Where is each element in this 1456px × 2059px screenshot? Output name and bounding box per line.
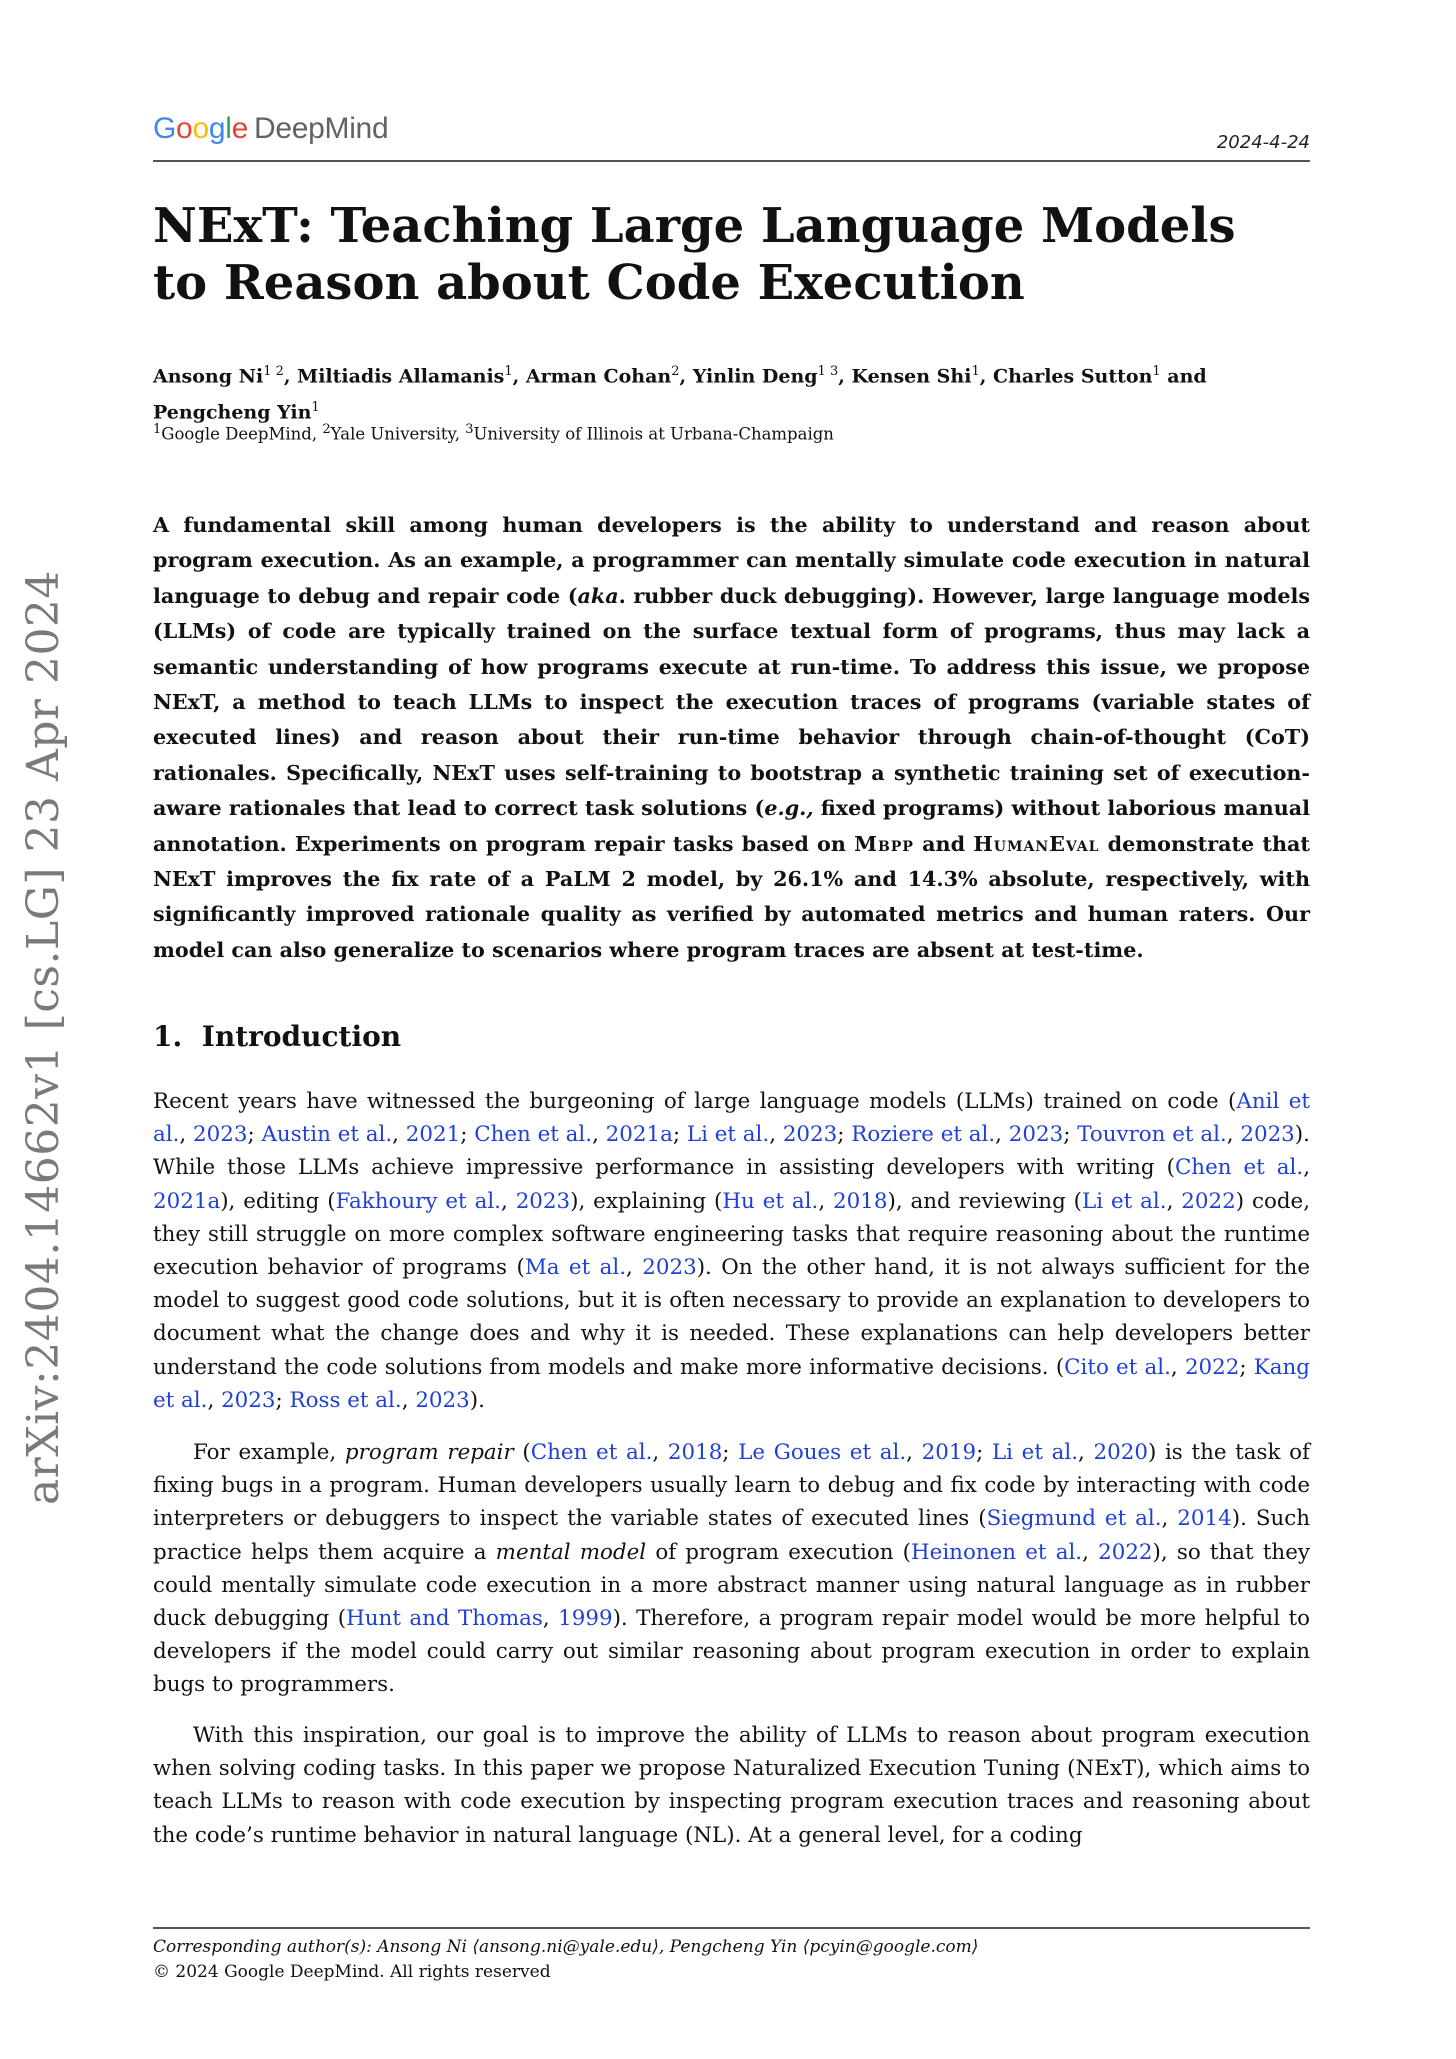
logo-deepmind: DeepMind xyxy=(253,112,389,145)
affiliation-name: University of Illinois at Urbana-Champaign xyxy=(473,424,834,444)
affiliation-marker: 3 xyxy=(465,422,474,437)
body-text: , xyxy=(1166,1188,1182,1214)
body-text: , xyxy=(769,1122,783,1148)
body-text: Recent years have witnessed the burgeoning of large language models (LLMs) trained on code ( xyxy=(153,1089,1237,1114)
logo-letter: o xyxy=(176,112,193,145)
body-text: ). Therefore, a program repair model would be more helpful to developers if the model could carry out similar reasoning about program execution in order to explain bugs to programmers. xyxy=(153,1606,1311,1698)
body-text: of program execution ( xyxy=(646,1539,912,1565)
body-text: , xyxy=(1078,1440,1094,1465)
body-text: ; xyxy=(722,1440,739,1465)
body-text: ; xyxy=(837,1122,852,1148)
body-text: ). On the other hand, it is not always sufficient for the model to suggest good code solutions, but it is often necessary to provide an explanation to developers to document what the change does and why it is needed. These explanations can help developers better understand the code solutions from models and make more informative decisions. ( xyxy=(153,1255,1310,1380)
citation-link[interactable]: Ross et al. xyxy=(289,1387,402,1413)
body-text: ). Such practice helps them acquire a xyxy=(153,1506,1311,1565)
author-name: Pengcheng Yin xyxy=(153,401,312,424)
author-name: Kensen Shi xyxy=(851,365,972,388)
logo-letter: e xyxy=(231,112,248,145)
citation-link[interactable]: Li et al. xyxy=(686,1122,770,1148)
citation-link[interactable]: 2023 xyxy=(782,1122,838,1148)
citation-link[interactable]: Anil et al. xyxy=(153,1089,1310,1148)
body-text: , xyxy=(1303,1155,1310,1181)
author-name: Charles Sutton xyxy=(992,365,1153,388)
citation-link[interactable]: 2022 xyxy=(1098,1539,1153,1565)
citation-link[interactable]: 2023 xyxy=(193,1122,248,1148)
emphasis-text: mental model xyxy=(495,1539,647,1565)
abstract-text: . rubber duck debugging). However, large language models (LLMs) of code are typically trained on the surface textual form of programs, thus may lack a semantic understanding of how programs execute at run-time. To address this issue, we propose NExT, a method to teach LLMs to inspect the execution traces of programs (variable states of executed lines) and reason about their run-time behavior through chain-of-thought (CoT) rationales. Specifically, NExT uses self-training to bootstrap a synthetic training set of execution-aware rationales that lead to correct task solutions ( xyxy=(153,583,1310,821)
author-list: Ansong $Ni^{1 2}$, Miltiadis Allamanis$^1$, Arman Cohan$^2$, Yinlin Deng$^{1 3}$, Kensen Shi$^1$, Charles Sutton$^1$ and Pengcheng Yin$^1$ xyxy=(153,364,1207,424)
dataset-name: HumanEval xyxy=(973,831,1100,856)
section-heading xyxy=(153,1020,401,1053)
citation-link[interactable]: Chen et al. xyxy=(474,1122,593,1148)
author-affiliation-marker: 1 xyxy=(971,364,980,379)
citation-link[interactable]: 1999 xyxy=(558,1606,613,1632)
body-text: , xyxy=(542,1606,559,1632)
citation-link[interactable]: 2023 xyxy=(221,1387,276,1413)
body-text: ), editing ( xyxy=(220,1188,336,1214)
author-affiliation-marker: 1 xyxy=(1152,364,1161,379)
body-text: ; xyxy=(1239,1354,1254,1380)
body-text: ; xyxy=(275,1387,290,1413)
citation-link[interactable]: 2021a xyxy=(605,1122,673,1148)
citation-link[interactable]: 2018 xyxy=(667,1440,723,1465)
paragraph xyxy=(153,1436,1310,1702)
body-text: ; xyxy=(672,1122,687,1148)
citation-link[interactable]: Heinonen et al. xyxy=(911,1539,1083,1565)
body-text: ). While those LLMs achieve impressive performance in assisting developers with writing ( xyxy=(153,1122,1310,1181)
author-affiliation-marker: 2 xyxy=(671,364,680,379)
body-text: , xyxy=(401,1387,416,1413)
citation-link[interactable]: Roziere et al. xyxy=(851,1122,996,1148)
body-text: , xyxy=(1161,1506,1178,1532)
publication-date: 2024-4-24 xyxy=(1216,132,1310,153)
body-text: For example, xyxy=(193,1440,345,1465)
affiliation-marker: 2 xyxy=(322,422,331,437)
citation-link[interactable]: Austin et al. xyxy=(261,1122,393,1148)
arxiv-identifier: arXiv:2404.14662v1 [cs.LG] 23 Apr 2024 xyxy=(18,570,69,1505)
body-text: , xyxy=(179,1122,194,1148)
citation-link[interactable]: 2023 xyxy=(415,1387,470,1413)
section-number: 1. xyxy=(153,1020,183,1053)
logo-letter: G xyxy=(153,112,177,145)
citation-link[interactable]: Chen et al. xyxy=(1174,1155,1304,1181)
author-affiliation-marker: 1 3 xyxy=(817,364,839,379)
author-affiliation-marker: 1 xyxy=(504,364,513,379)
body-text: , xyxy=(995,1122,1009,1148)
citation-link[interactable]: 2021a xyxy=(153,1188,221,1214)
body-text: , xyxy=(906,1440,922,1465)
citation-link[interactable]: Li et al. xyxy=(1082,1188,1167,1214)
author-name: Arman Cohan xyxy=(525,365,672,388)
citation-link[interactable]: Fakhoury et al. xyxy=(335,1188,501,1214)
citation-link[interactable]: Touvron et al. xyxy=(1077,1122,1227,1148)
citation-link[interactable]: 2023 xyxy=(515,1188,571,1214)
google-deepmind-logo xyxy=(153,112,388,146)
paragraph: With this inspiration, our goal is to improve the ability of LLMs to reason about program execution when solving coding tasks. In this paper we propose Naturalized Execution Tuning (NExT), which aims to teach LLMs to reason with code execution by inspecting program execution traces and reasoning about the code’s runtime behavior in natural language (NL). At a general level, for a coding xyxy=(153,1723,1310,1848)
body-text: , xyxy=(1082,1539,1099,1565)
section-title: Introduction xyxy=(201,1020,402,1053)
citation-link[interactable]: Hu et al. xyxy=(722,1188,819,1214)
corresponding-authors: Corresponding author(s): Ansong Ni ⟨ansong.ni@yale.edu⟩, Pengcheng Yin ⟨pcyin@google.com⟩ xyxy=(153,1937,979,1957)
affiliation-name: Google DeepMind xyxy=(161,424,312,444)
citation-link[interactable]: Li et al. xyxy=(991,1440,1079,1465)
citation-link[interactable]: Kang et al. xyxy=(153,1354,1310,1413)
citation-link[interactable]: 2021 xyxy=(405,1122,461,1148)
citation-link[interactable]: 2018 xyxy=(833,1188,888,1214)
paper-title: NExT: Teaching Large Language Models to Reason about Code Execution xyxy=(153,198,1236,311)
citation-link[interactable]: 2023 xyxy=(1240,1122,1295,1148)
citation-link[interactable]: 2023 xyxy=(642,1255,697,1281)
citation-link[interactable]: 2023 xyxy=(1008,1122,1064,1148)
body-text: ( xyxy=(513,1440,531,1465)
abstract-text: fixed programs) without laborious manual annotation. Experiments on program repair tasks based on xyxy=(153,796,1310,856)
body-text: , xyxy=(592,1122,606,1148)
abstract-italic: e.g., xyxy=(764,796,814,821)
body-text: , xyxy=(207,1387,222,1413)
body-text: , xyxy=(626,1255,643,1281)
copyright-notice: © 2024 Google DeepMind. All rights reserved xyxy=(153,1962,551,1982)
citation-link[interactable]: Chen et al. xyxy=(530,1440,653,1465)
author-name: Yinlin Deng xyxy=(692,365,818,388)
citation-link[interactable]: Siegmund et al. xyxy=(986,1506,1162,1532)
body-text: ) code, they still struggle on more complex software engineering tasks that require reasoning about the runtime execution behavior of programs ( xyxy=(153,1188,1310,1281)
logo-letter: g xyxy=(208,112,226,145)
body-text: ; xyxy=(1063,1122,1078,1148)
body-text: ; xyxy=(247,1122,262,1148)
body-text: , xyxy=(500,1188,516,1214)
body-text: , xyxy=(1170,1354,1185,1380)
abstract-text: and xyxy=(913,831,974,856)
abstract-text: demonstrate that NExT improves the fix rate of a PaLM 2 model, by 26.1% and 14.3% absolute, respectively, with significantly improved rationale quality as verified by automated metrics and human raters. Our model can also generalize to scenarios where program traces are absent at test-time. xyxy=(153,831,1310,962)
body-text: , xyxy=(392,1122,406,1148)
body-text: ) is the task of fixing bugs in a program. Human developers usually learn to debug and fix code by interacting with code interpreters or debuggers to inspect the variable states of executed lines ( xyxy=(153,1440,1310,1532)
citation-link[interactable]: 2022 xyxy=(1181,1188,1236,1214)
body-text: ; xyxy=(460,1122,475,1148)
dataset-name: Mbpp xyxy=(854,831,914,856)
affiliation-name: Yale University xyxy=(330,424,455,444)
body-text: ), and reviewing ( xyxy=(887,1188,1083,1214)
emphasis-text: program repair xyxy=(344,1440,514,1465)
footer-rule xyxy=(153,1927,1310,1929)
body-text: , xyxy=(1226,1122,1241,1148)
abstract-italic: aka xyxy=(577,583,619,608)
body-text: , xyxy=(652,1440,668,1465)
citation-link[interactable]: Le Goues et al. xyxy=(738,1440,907,1465)
abstract xyxy=(153,508,1310,968)
citation-link[interactable]: 2022 xyxy=(1184,1354,1240,1380)
body-text: ). xyxy=(469,1387,485,1413)
author-affiliation-marker: 1 2 xyxy=(263,364,284,379)
paragraph xyxy=(153,1085,1310,1417)
body-text: ; xyxy=(976,1440,992,1465)
affiliation-list: $^1$Google DeepMind, $^2$Yale University, $^3$University of Illinois at Urbana-Champaign xyxy=(153,422,834,444)
author-name: Ansong Ni xyxy=(153,365,264,388)
body-text: ), explaining ( xyxy=(570,1188,723,1214)
citation-link[interactable]: 2020 xyxy=(1093,1440,1148,1465)
citation-link[interactable]: Hunt and Thomas xyxy=(346,1606,543,1632)
citation-link[interactable]: 2014 xyxy=(1177,1506,1232,1532)
body-text: ), so that they could mentally simulate code execution in a more abstract manner using natural language as in rubber duck debugging ( xyxy=(153,1539,1310,1632)
logo-letter: o xyxy=(192,112,209,145)
citation-link[interactable]: Cito et al. xyxy=(1064,1354,1171,1380)
affiliation-marker: 1 xyxy=(153,422,162,437)
citation-link[interactable]: Ma et al. xyxy=(524,1255,627,1281)
author-affiliation-marker: 1 xyxy=(311,400,320,416)
abstract-text: A fundamental skill among human developers is the ability to understand and reason about program execution. As an example, a programmer can mentally simulate code execution in natural language to debug and repair code ( xyxy=(153,513,1310,608)
logo-letter: l xyxy=(225,112,232,145)
author-name: Miltiadis Allamanis xyxy=(297,365,505,388)
header-rule xyxy=(153,160,1310,162)
body-text: , xyxy=(818,1188,834,1214)
citation-link[interactable]: 2019 xyxy=(921,1440,977,1465)
